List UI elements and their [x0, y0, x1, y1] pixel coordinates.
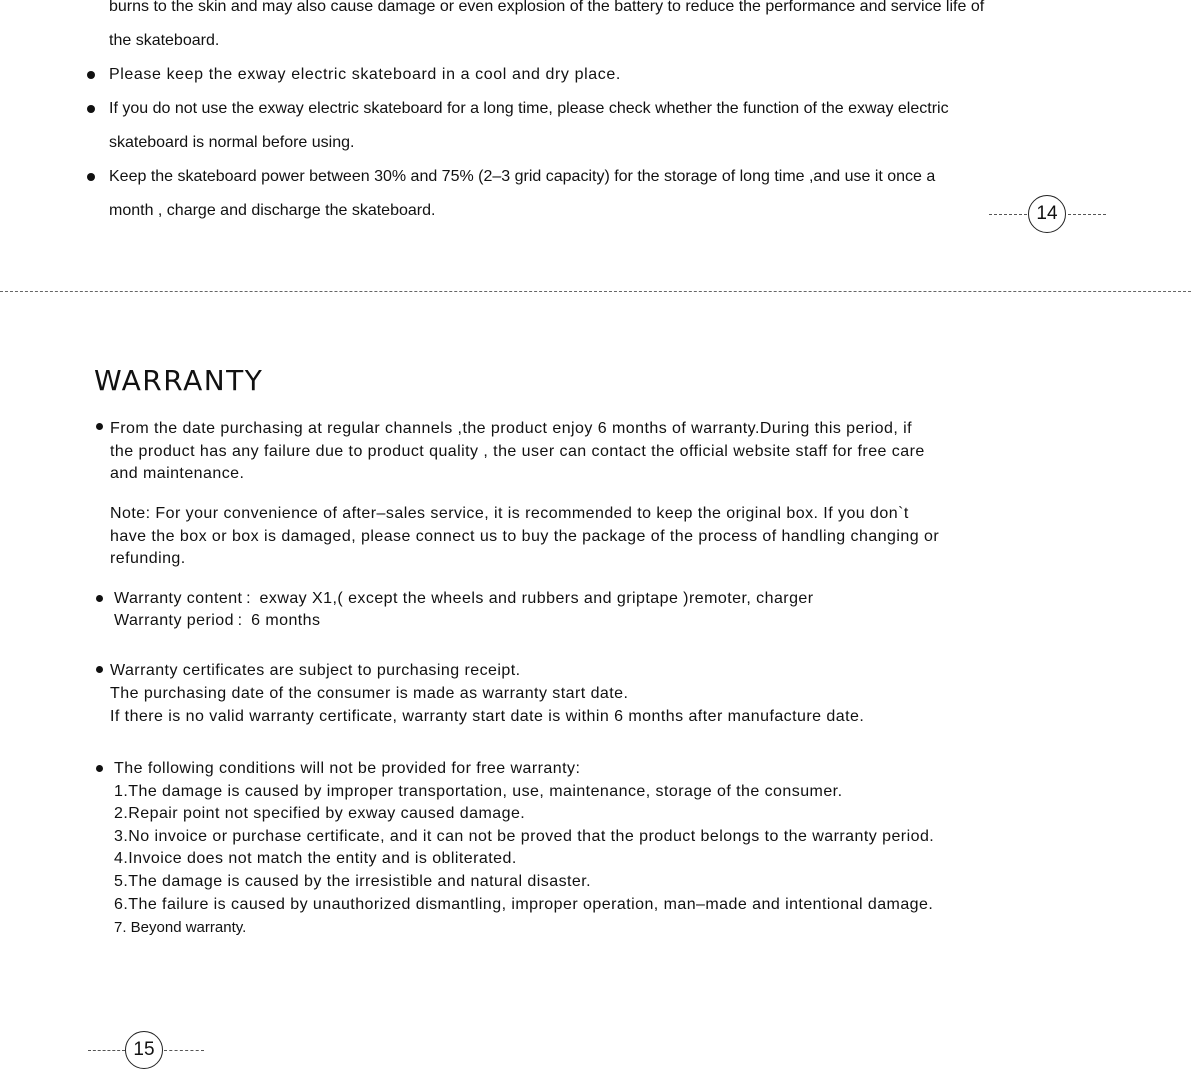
text-line: If there is no valid warranty certificate, warranty start date is within 6 months after manufacture date. — [110, 708, 865, 725]
text-line: If you do not use the exway electric skateboard for a long time, please check whether the function of the exway electric — [109, 100, 949, 117]
bullet — [96, 595, 103, 602]
condition-item: 1.The damage is caused by improper transportation, use, maintenance, storage of the consumer. — [114, 783, 843, 800]
bullet — [96, 765, 103, 772]
bullet — [96, 423, 103, 430]
page-number: 14 — [1028, 195, 1066, 233]
page-separator — [0, 291, 1191, 292]
text-line: month , charge and discharge the skateboard. — [109, 202, 436, 219]
condition-item: 7. Beyond warranty. — [114, 919, 247, 936]
text-line: Warranty certificates are subject to purchasing receipt. — [110, 662, 521, 679]
warranty-content: Warranty content : exway X1,( except the wheels and rubbers and griptape )remoter, charger — [114, 590, 814, 607]
bullet — [87, 173, 95, 181]
condition-item: 3.No invoice or purchase certificate, and it can not be proved that the product belongs to the warranty period. — [114, 828, 935, 845]
text-line: and maintenance. — [110, 465, 245, 482]
page-number-dash — [1068, 214, 1106, 215]
page-title: WARRANTY — [94, 364, 264, 397]
condition-item: 5.The damage is caused by the irresistible and natural disaster. — [114, 873, 592, 890]
condition-item: 6.The failure is caused by unauthorized dismantling, improper operation, man–made and intentional damage. — [114, 896, 934, 913]
bullet — [87, 71, 95, 79]
text-line: The purchasing date of the consumer is made as warranty start date. — [110, 685, 629, 702]
conditions-heading: The following conditions will not be provided for free warranty: — [114, 760, 581, 777]
text-line: burns to the skin and may also cause damage or even explosion of the battery to reduce the performance and service life of — [109, 0, 985, 15]
warranty-period: Warranty period : 6 months — [114, 612, 321, 629]
text-line: Please keep the exway electric skateboard in a cool and dry place. — [109, 66, 621, 83]
note-line: have the box or box is damaged, please connect us to buy the package of the process of handling changing or — [110, 528, 940, 545]
note-line: refunding. — [110, 550, 186, 567]
text-line: From the date purchasing at regular channels ,the product enjoy 6 months of warranty.During this period, if — [110, 420, 913, 437]
note-line: Note: For your convenience of after–sales service, it is recommended to keep the original box. If you don`t — [110, 505, 909, 522]
text-line: skateboard is normal before using. — [109, 134, 355, 151]
page-number: 15 — [125, 1031, 163, 1069]
page-number-dash — [88, 1050, 125, 1051]
page-number-dash — [989, 214, 1027, 215]
text-line: the skateboard. — [109, 32, 220, 49]
page-number-dash — [164, 1050, 204, 1051]
condition-item: 4.Invoice does not match the entity and is obliterated. — [114, 850, 517, 867]
text-line: Keep the skateboard power between 30% and 75% (2–3 grid capacity) for the storage of long time ,and use it once a — [109, 168, 936, 185]
bullet — [96, 666, 103, 673]
bullet — [87, 105, 95, 113]
text-line: the product has any failure due to product quality , the user can contact the official website staff for free care — [110, 443, 925, 460]
condition-item: 2.Repair point not specified by exway caused damage. — [114, 805, 526, 822]
